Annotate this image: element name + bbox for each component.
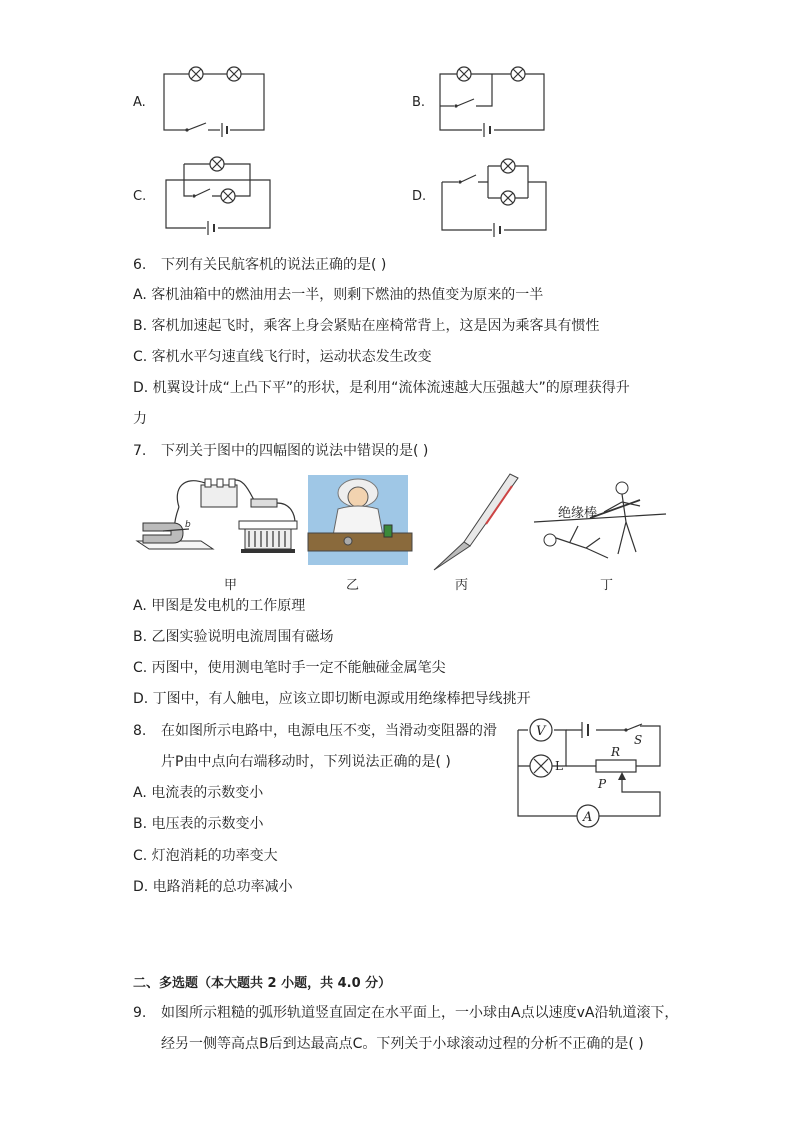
q6-option-c: C. 客机水平匀速直线飞行时，运动状态发生改变 [133,349,432,365]
q8-option-d: D. 电路消耗的总功率减小 [133,879,293,895]
q8-stem-line1: 在如图所示电路中，电源电压不变，当滑动变阻器的滑 [161,723,497,739]
q8-option-b: B. 电压表的示数变小 [133,816,264,832]
q7-caption-ding: 丁 [600,578,614,593]
q7-figure-yi [308,475,418,570]
q8-label-r: R [611,745,621,759]
section-multiple-choice-title: 二、多选题（本大题共 2 小题，共 4.0 分） [133,976,392,991]
q7-number: 7. [133,443,147,459]
q6-option-a: A. 客机油箱中的燃油用去一半，则剩下燃油的热值变为原来的一半 [133,287,544,303]
q8-stem-line2: 片P由中点向右端移动时，下列说法正确的是( ) [161,754,451,770]
q8-label-a: A [583,810,593,825]
q6-number: 6. [133,257,147,273]
q7-stem: 下列关于图中的四幅图的说法中错误的是( ) [161,443,429,459]
q5-option-c-label: C. [133,189,147,204]
q5-circuit-d [438,152,553,237]
q6-option-b: B. 客机加速起飞时，乘客上身会紧贴在座椅常背上，这是因为乘客具有惯性 [133,318,600,334]
q9-number: 9. [133,1005,147,1021]
q5-option-d-label: D. [412,189,427,204]
q8-label-l: L [555,759,563,773]
q9-line1: 如图所示粗糙的弧形轨道竖直固定在水平面上，一小球由A点以速度vA沿轨道滚下， [161,1005,679,1021]
q6-option-d: D. 机翼设计成“上凸下平”的形状，是利用“流体流速越大压强越大”的原理获得升 [133,380,630,396]
q7-option-d: D. 丁图中，有人触电，应该立即切断电源或用绝缘棒把导线挑开 [133,691,531,707]
q8-option-a: A. 电流表的示数变小 [133,785,264,801]
q5-circuit-c [162,152,277,237]
q8-label-p: P [598,777,607,791]
q7-caption-jia: 甲 [224,578,238,593]
q7-option-b: B. 乙图实验说明电流周围有磁场 [133,629,334,645]
q7-insulator-label: 绝缘棒 [558,506,598,521]
q6-option-d-continued: 力 [133,411,147,427]
q5-circuit-a [160,60,270,140]
q7-option-a: A. 甲图是发电机的工作原理 [133,598,306,614]
q6-stem: 下列有关民航客机的说法正确的是( ) [161,257,387,273]
q5-option-a-label: A. [133,95,146,110]
q7-figure-ding [530,478,670,570]
q7-figure-jia [133,475,303,570]
q7-figure-bing [424,472,524,572]
q8-label-v: V [536,724,546,739]
q8-label-s: S [634,733,643,747]
q5-option-b-label: B. [412,95,426,110]
q8-number: 8. [133,723,147,739]
q5-circuit-b [436,60,551,140]
q7-option-c: C. 丙图中，使用测电笔时手一定不能触碰金属笔尖 [133,660,446,676]
svg-text:b: b [185,520,191,530]
q8-option-c: C. 灯泡消耗的功率变大 [133,848,278,864]
q9-line2: 经另一侧等高点B后到达最高点C。下列关于小球滚动过程的分析不正确的是( ) [161,1036,644,1052]
q7-caption-bing: 丙 [455,578,469,593]
q7-caption-yi: 乙 [346,578,360,593]
q8-circuit [514,712,664,830]
